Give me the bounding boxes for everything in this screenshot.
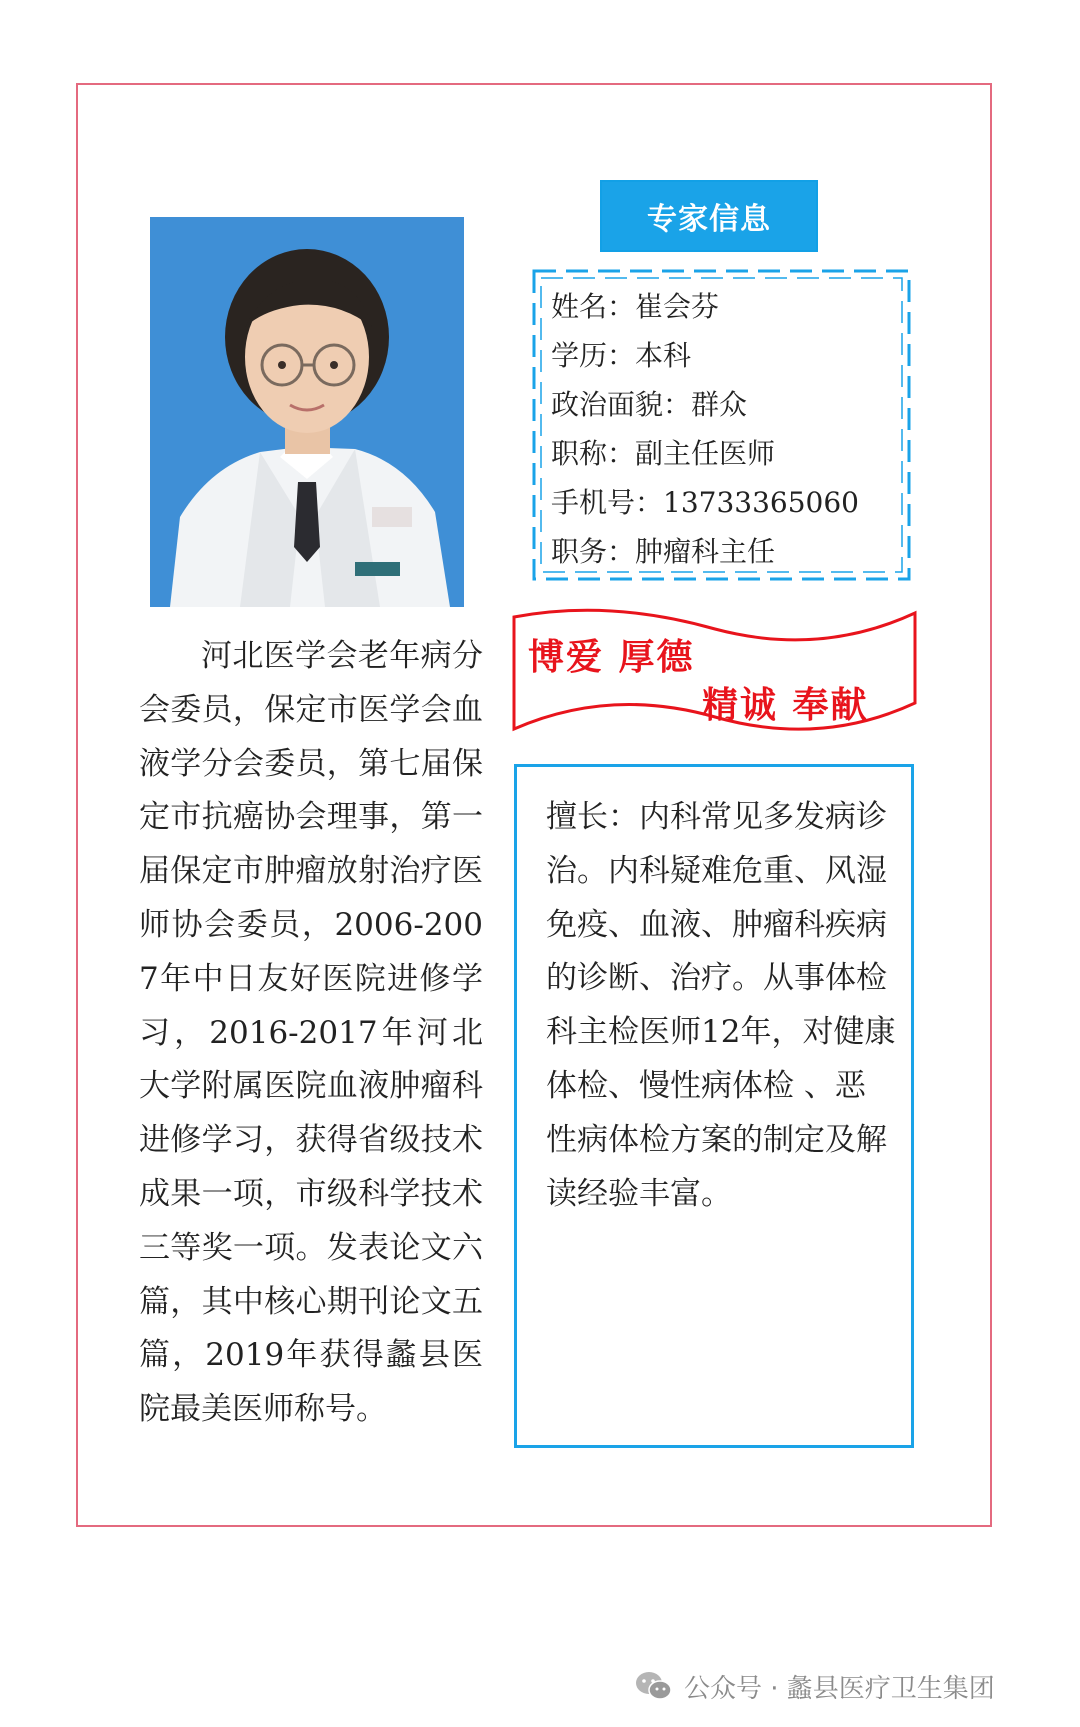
footer-label: 公众号 · 蠡县医疗卫生集团 — [684, 1673, 995, 1704]
footer — [634, 1666, 995, 1706]
expert-info-header — [600, 180, 818, 252]
wechat-icon — [634, 1670, 674, 1702]
profile-phone: 手机号：13733365060 — [551, 486, 859, 519]
profile-position: 职务：肿瘤科主任 — [551, 535, 776, 568]
header-title: 专家信息 — [647, 202, 771, 237]
doctor-photo — [150, 217, 464, 607]
profile-education: 学历：本科 — [551, 339, 692, 372]
profile-info-box — [531, 268, 912, 582]
motto-banner — [510, 607, 920, 737]
profile-political-status: 政治面貌：群众 — [551, 388, 748, 421]
specialty-text: 擅长：内科常见多发病诊治。内科疑难危重、风湿免疫、血液、肿瘤科疾病的诊断、治疗。从事体检科主检医师12年，对健康体检、慢性病体检 、恶性病体检方案的制定及解读经验丰富。 — [546, 799, 896, 1212]
specialty-box — [514, 764, 914, 1448]
profile-lines — [551, 282, 902, 576]
profile-title: 职称：副主任医师 — [551, 437, 776, 470]
motto-line-1: 博爱 厚德 — [528, 637, 695, 678]
profile-name: 姓名：崔会芬 — [551, 290, 720, 323]
motto-line-2: 精诚 奉献 — [702, 685, 869, 726]
biography-text: 河北医学会老年病分会委员，保定市医学会血液学分会委员，第七届保定市抗癌协会理事，第一届保定市肿瘤放射治疗医师协会委员，2006-2007年中日友好医院进修学习，2016-2017年河北大学附属医院血液肿瘤科进修学习，获得省级技术成果一项，市级科学技术三等奖一项。发表论文六篇，其中核心期刊论文五篇，2019年获得蠡县医院最美医师称号。 — [139, 638, 483, 1428]
